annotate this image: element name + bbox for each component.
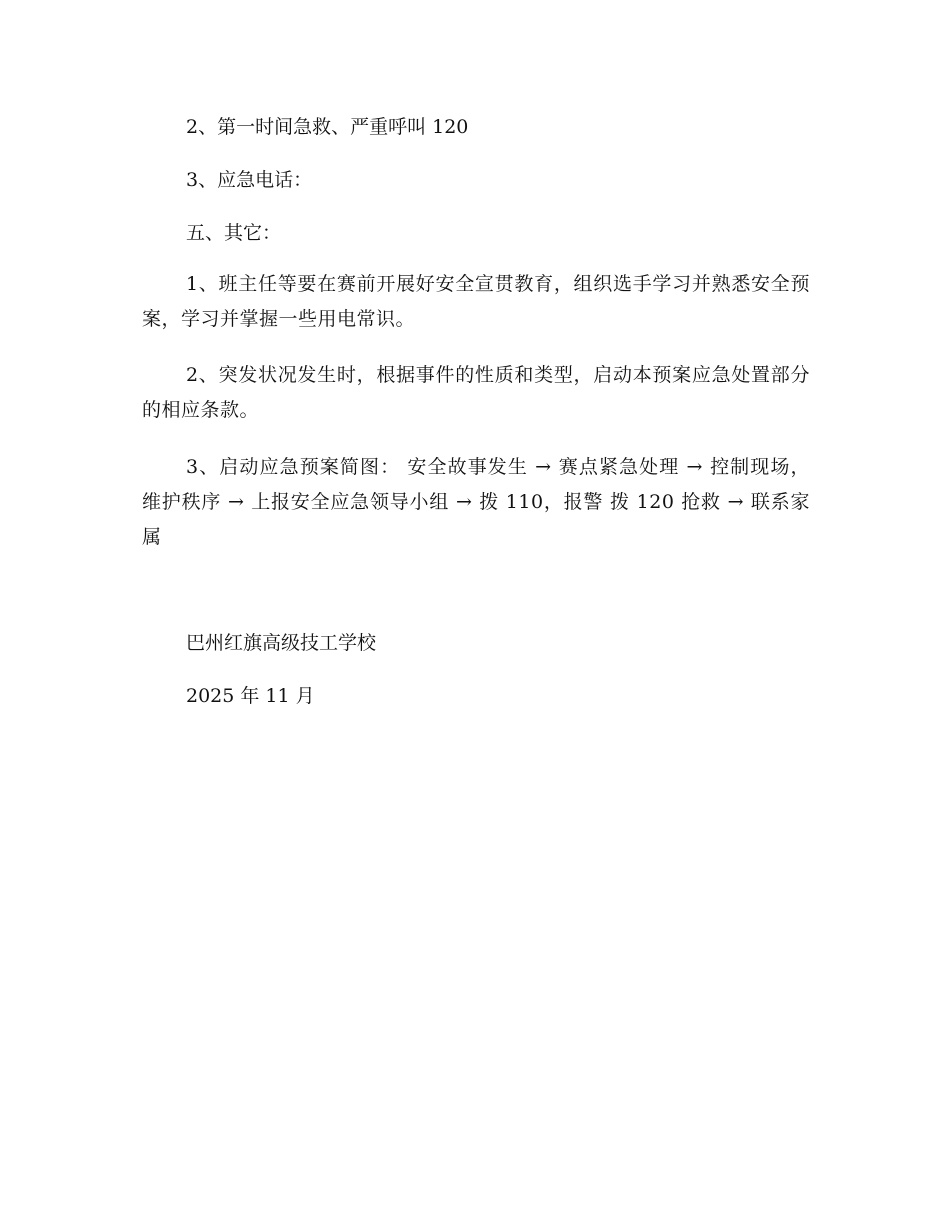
- section-5-heading: 五、其它：: [186, 222, 282, 244]
- school-name: 巴州红旗高级技工学校: [186, 632, 377, 654]
- emergency-item-3: 3、应急电话：: [186, 169, 313, 191]
- emergency-item-2: 2、第一时间急救、严重呼叫 120: [186, 116, 469, 138]
- other-item-1: 1、班主任等要在赛前开展好安全宣贯教育，组织选手学习并熟悉安全预案，学习并掌握一些用电常识。: [142, 273, 810, 330]
- other-item-3: 3、启动应急预案简图： 安全故事发生 → 赛点紧急处理 → 控制现场，维护秩序 → 上报安全应急领导小组 → 拨 110，报警 拨 120 抢救 → 联系家属: [142, 456, 810, 548]
- other-item-2: 2、突发状况发生时，根据事件的性质和类型，启动本预案应急处置部分的相应条款。: [142, 364, 810, 421]
- document-date: 2025 年 11 月: [186, 685, 315, 707]
